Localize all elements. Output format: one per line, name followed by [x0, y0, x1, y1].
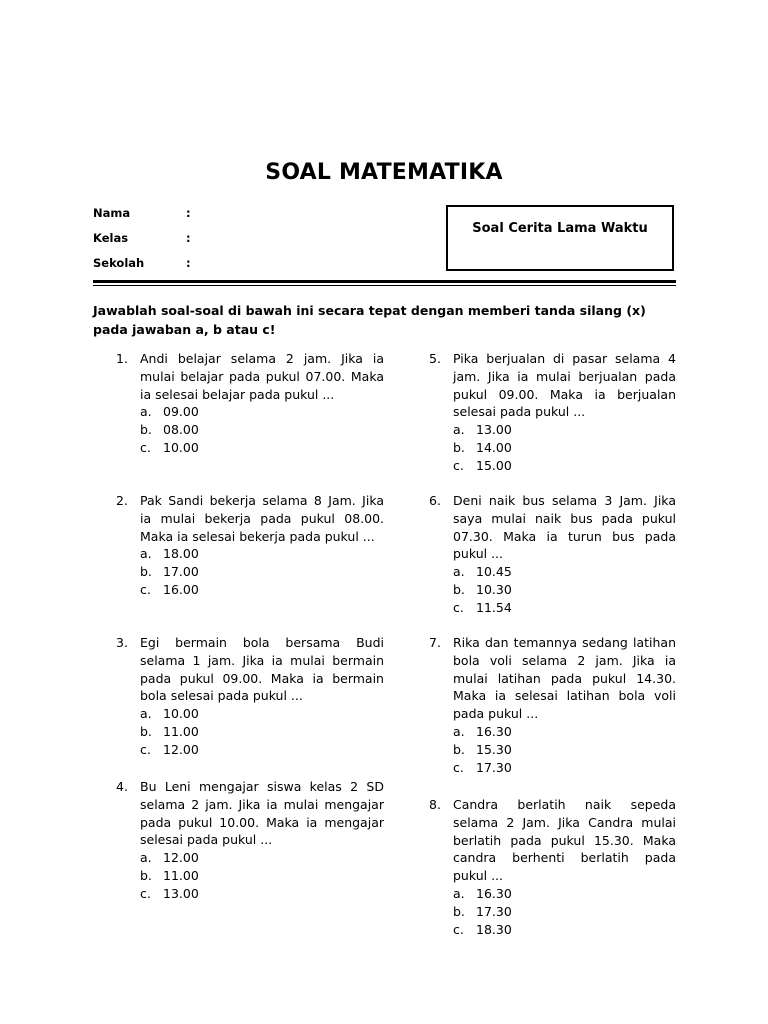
- page-title: SOAL MATEMATIKA: [265, 160, 503, 185]
- option-letter: b.: [140, 422, 152, 438]
- option-a[interactable]: [140, 545, 384, 563]
- option-value: 17.30: [476, 903, 512, 919]
- option-a[interactable]: [453, 421, 676, 439]
- question-5: [429, 350, 676, 475]
- question-text: Pak Sandi bekerja selama 8 Jam. Jika ia mulai bekerja pada pukul 08.00. Maka ia selesai bekerja pada pukul ...: [140, 493, 384, 544]
- instructions: Jawablah soal-soal di bawah ini secara tepat dengan memberi tanda silang (x) pada jawaban a, b atau c!: [93, 303, 646, 337]
- question-6: [429, 492, 676, 617]
- option-b[interactable]: [140, 723, 384, 741]
- question-number: 2.: [116, 493, 128, 508]
- question-number: 3.: [116, 635, 128, 650]
- option-value: 16.30: [476, 723, 512, 739]
- question-text: Andi belajar selama 2 jam. Jika ia mulai belajar pada pukul 07.00. Maka ia selesai belajar pada pukul ...: [140, 351, 384, 402]
- question-number: 8.: [429, 797, 441, 812]
- option-a[interactable]: [453, 723, 676, 741]
- option-letter: c.: [140, 581, 151, 597]
- option-a[interactable]: [140, 705, 384, 723]
- option-value: 17.00: [163, 564, 199, 580]
- option-letter: c.: [453, 599, 464, 615]
- question-number: 5.: [429, 351, 441, 366]
- option-c[interactable]: [140, 885, 384, 903]
- info-colon: :: [186, 231, 191, 245]
- question-number: 6.: [429, 493, 441, 508]
- option-letter: c.: [453, 457, 464, 473]
- info-label: Kelas: [93, 231, 129, 245]
- question-2: [116, 492, 384, 599]
- question-text: Rika dan temannya sedang latihan bola voli selama 2 jam. Jika ia mulai latihan pada pukul 14.30. Maka ia selesai latihan bola voli pada pukul ...: [453, 635, 676, 722]
- option-letter: c.: [140, 439, 151, 455]
- option-letter: c.: [140, 885, 151, 901]
- option-value: 13.00: [163, 885, 199, 901]
- question-text: Deni naik bus selama 3 Jam. Jika saya mulai naik bus pada pukul 07.30. Maka ia turun bus pada pukul ...: [453, 493, 676, 562]
- option-value: 18.00: [163, 546, 199, 562]
- header-divider-thin: [93, 285, 676, 286]
- info-label: Nama: [93, 206, 131, 220]
- option-b[interactable]: [453, 903, 676, 921]
- option-a[interactable]: [453, 885, 676, 903]
- option-b[interactable]: [140, 421, 384, 439]
- option-value: 15.30: [476, 741, 512, 757]
- option-value: 12.00: [163, 741, 199, 757]
- option-value: 18.30: [476, 921, 512, 937]
- option-letter: c.: [453, 759, 464, 775]
- option-value: 14.00: [476, 439, 512, 455]
- option-letter: a.: [140, 706, 152, 722]
- info-colon: :: [186, 256, 191, 270]
- option-letter: b.: [140, 564, 152, 580]
- option-letter: b.: [453, 903, 465, 919]
- option-letter: a.: [140, 546, 152, 562]
- option-letter: a.: [140, 404, 152, 420]
- option-value: 09.00: [163, 404, 199, 420]
- option-b[interactable]: [453, 741, 676, 759]
- option-letter: a.: [453, 422, 465, 438]
- question-1: [116, 350, 384, 457]
- option-value: 13.00: [476, 422, 512, 438]
- option-value: 12.00: [163, 850, 199, 866]
- question-4: [116, 778, 384, 903]
- option-b[interactable]: [140, 563, 384, 581]
- option-letter: b.: [140, 723, 152, 739]
- option-letter: b.: [453, 741, 465, 757]
- option-value: 11.00: [163, 723, 199, 739]
- question-number: 1.: [116, 351, 128, 366]
- option-value: 08.00: [163, 422, 199, 438]
- option-a[interactable]: [453, 563, 676, 581]
- option-value: 16.00: [163, 581, 199, 597]
- option-letter: a.: [453, 885, 465, 901]
- info-label: Sekolah: [93, 256, 145, 270]
- question-3: [116, 634, 384, 759]
- question-text: Bu Leni mengajar siswa kelas 2 SD selama 2 jam. Jika ia mulai mengajar pada pukul 10.00. Maka ia mengajar selesai pada pukul ...: [140, 779, 384, 848]
- option-letter: c.: [453, 921, 464, 937]
- option-value: 16.30: [476, 885, 512, 901]
- option-value: 10.00: [163, 439, 199, 455]
- option-c[interactable]: [140, 439, 384, 457]
- option-letter: b.: [453, 581, 465, 597]
- option-b[interactable]: [453, 581, 676, 599]
- option-value: 17.30: [476, 759, 512, 775]
- question-8: [429, 796, 676, 938]
- option-letter: a.: [453, 723, 465, 739]
- option-c[interactable]: [140, 741, 384, 759]
- header-divider-thick: [93, 280, 676, 283]
- question-text: Egi bermain bola bersama Budi selama 1 jam. Jika ia mulai bermain pada pukul 09.00. Maka ia bermain bola selesai pada pukul ...: [140, 635, 384, 704]
- option-c[interactable]: [453, 599, 676, 617]
- option-letter: b.: [140, 867, 152, 883]
- option-value: 15.00: [476, 457, 512, 473]
- option-letter: a.: [453, 564, 465, 580]
- info-colon: :: [186, 206, 191, 220]
- option-value: 11.00: [163, 867, 199, 883]
- option-c[interactable]: [140, 581, 384, 599]
- question-text: Pika berjualan di pasar selama 4 jam. Jika ia mulai berjualan pada pukul 09.00. Maka ia berjualan selesai pada pukul ...: [453, 351, 676, 420]
- option-value: 10.30: [476, 581, 512, 597]
- topic-box: [446, 205, 674, 271]
- option-a[interactable]: [140, 403, 384, 421]
- option-letter: a.: [140, 850, 152, 866]
- option-b[interactable]: [453, 439, 676, 457]
- question-text: Candra berlatih naik sepeda selama 2 Jam. Jika Candra mulai berlatih pada pukul 15.30. Maka candra berhenti berlatih pada pukul ...: [453, 797, 676, 884]
- option-c[interactable]: [453, 457, 676, 475]
- topic-title: Soal Cerita Lama Waktu: [472, 221, 648, 236]
- option-b[interactable]: [140, 867, 384, 885]
- question-7: [429, 634, 676, 776]
- option-letter: b.: [453, 439, 465, 455]
- option-c[interactable]: [453, 759, 676, 777]
- option-c[interactable]: [453, 921, 676, 939]
- option-a[interactable]: [140, 849, 384, 867]
- question-number: 7.: [429, 635, 441, 650]
- option-value: 11.54: [476, 599, 512, 615]
- option-value: 10.45: [476, 564, 512, 580]
- option-value: 10.00: [163, 706, 199, 722]
- option-letter: c.: [140, 741, 151, 757]
- question-number: 4.: [116, 779, 128, 794]
